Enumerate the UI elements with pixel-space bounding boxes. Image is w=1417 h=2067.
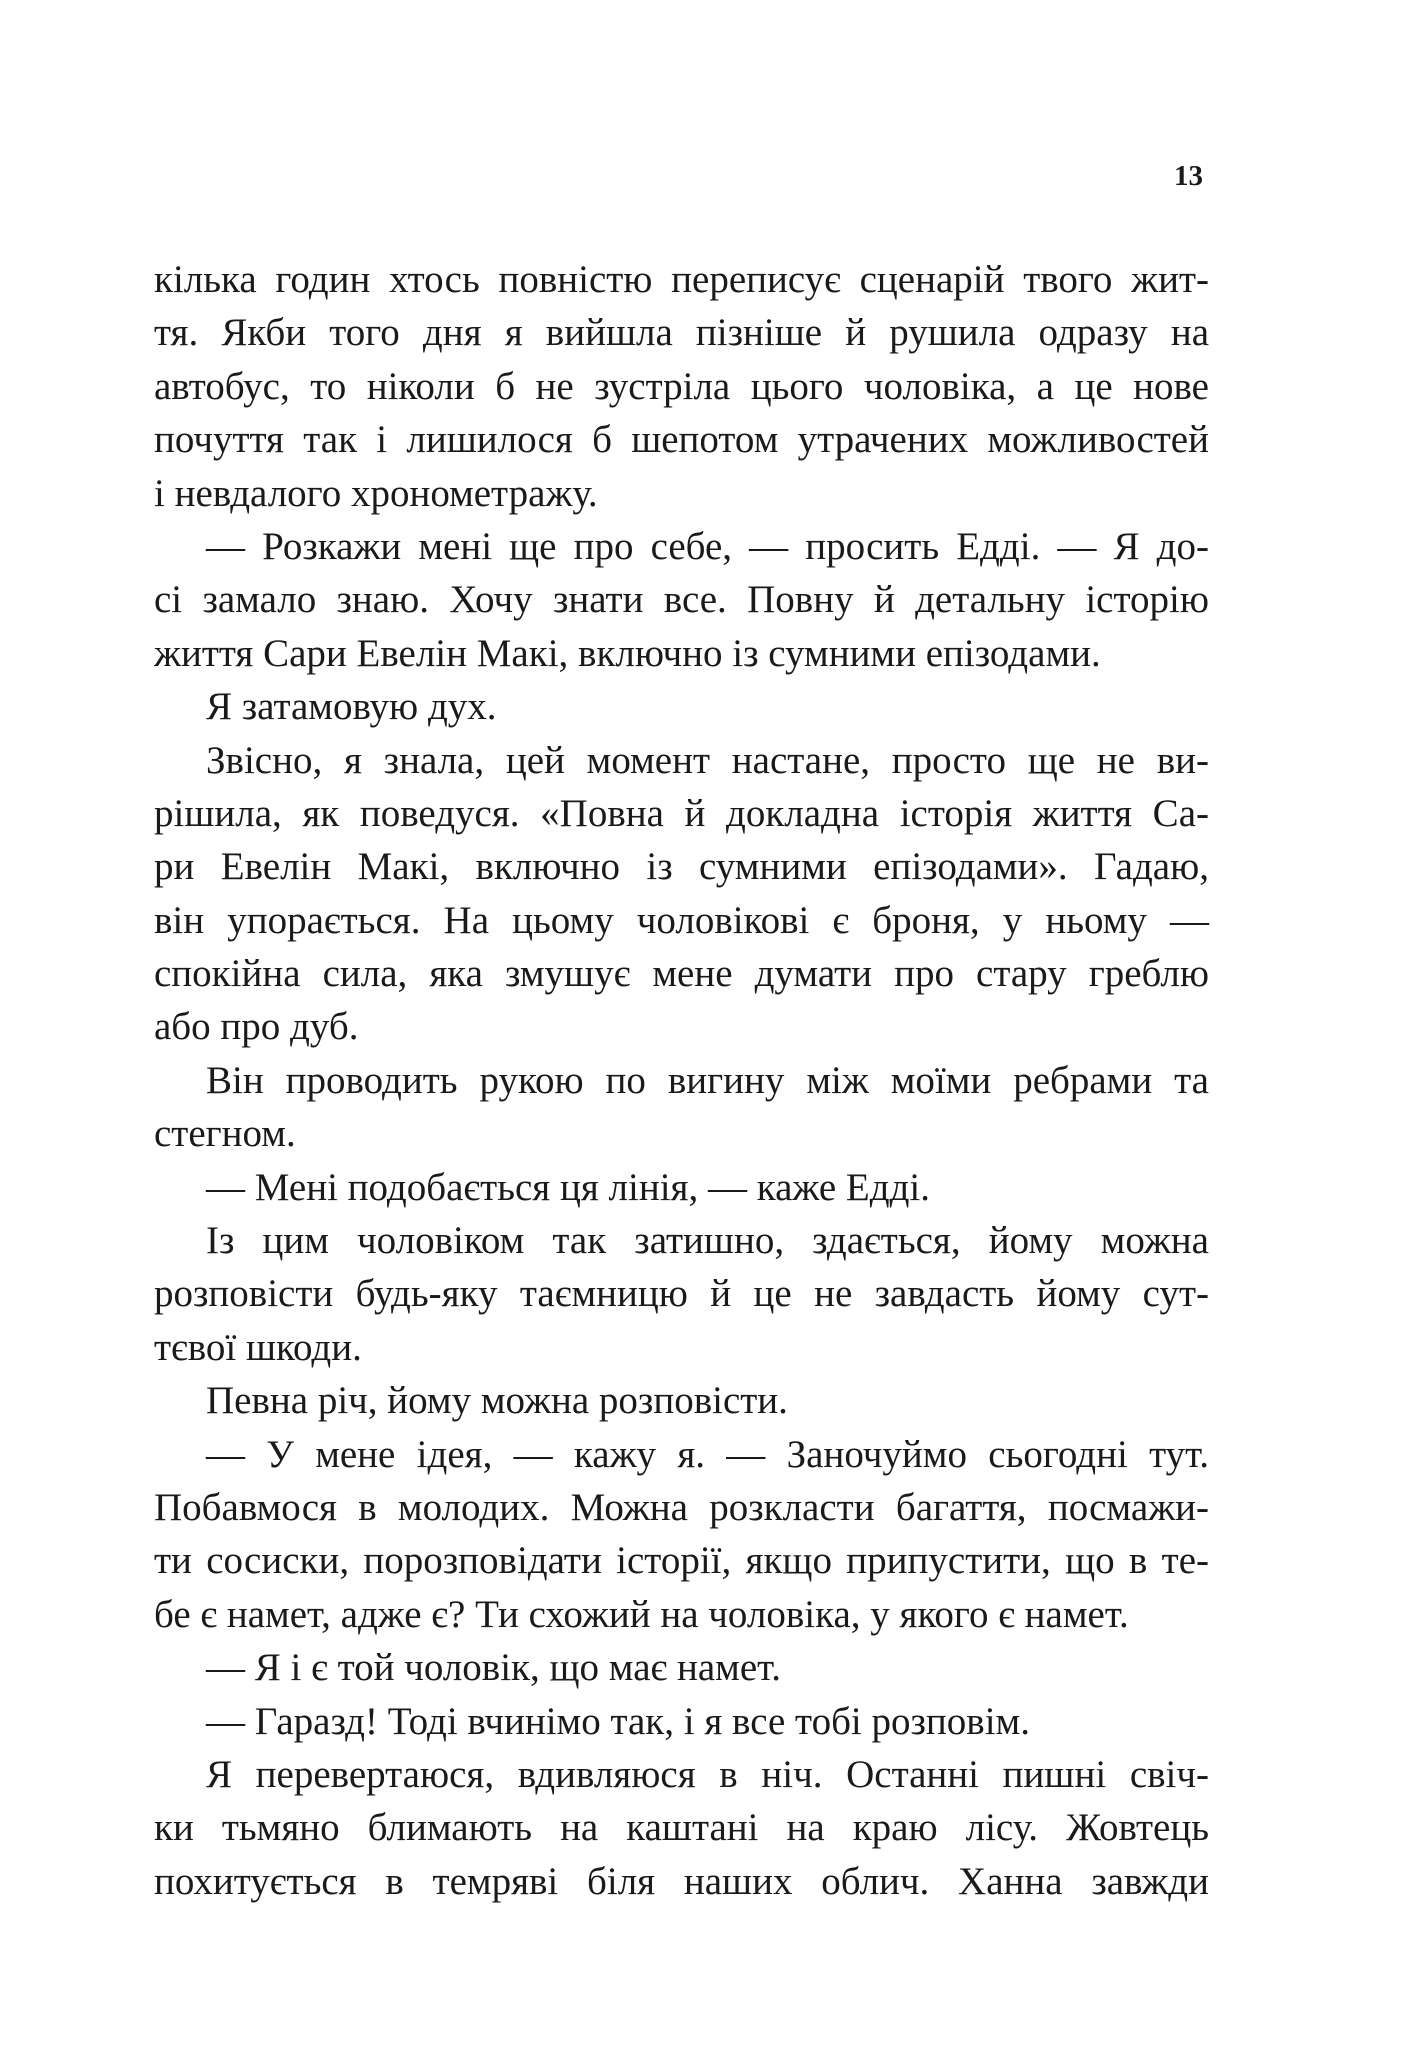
text-line: сі замало знаю. Хочу знати все. Повну й детальну історію <box>154 578 1209 622</box>
text-line: Певна річ, йому можна розповісти. <box>206 1379 788 1423</box>
text-line: і невдалого хронометражу. <box>154 471 598 515</box>
text-line: розповісти будь-яку таємницю й це не завдасть йому сут- <box>154 1272 1209 1316</box>
text-line: ки тьмяно блимають на каштані на краю лісу. Жовтець <box>154 1806 1209 1850</box>
text-line: Звісно, я знала, цей момент настане, просто ще не ви- <box>206 738 1209 782</box>
text-line: — Мені подобається ця лінія, — каже Едді. <box>206 1165 930 1209</box>
text-line: стегном. <box>154 1112 296 1156</box>
text-line: почуття так і лишилося б шепотом утрачених можливостей <box>154 418 1209 462</box>
text-line: Із цим чоловіком так затишно, здається, йому можна <box>206 1219 1209 1263</box>
text-line: ти сосиски, порозповідати історії, якщо припустити, що в те- <box>154 1539 1209 1583</box>
body-text <box>154 253 1209 1908</box>
text-line: — Розкажи мені ще про себе, — просить Едді. — Я до- <box>206 524 1209 568</box>
text-line: — У мене ідея, — кажу я. — Заночуймо сьогодні тут. <box>206 1432 1209 1476</box>
page-number: 13 <box>1174 160 1203 192</box>
text-line: — Гаразд! Тоді вчинімо так, і я все тобі розповім. <box>206 1699 1030 1743</box>
text-line: Він проводить рукою по вигину між моїми ребрами та <box>206 1058 1209 1102</box>
text-line: рішила, як поведуся. «Повна й докладна історія життя Са- <box>154 791 1209 835</box>
text-line: життя Сари Евелін Макі, включно із сумними епізодами. <box>154 631 1101 675</box>
text-line: тєвої шкоди. <box>154 1325 362 1369</box>
text-line: бе є намет, адже є? Ти схожий на чоловіка, у якого є намет. <box>154 1592 1129 1636</box>
text-line: — Я і є той чоловік, що має намет. <box>206 1646 782 1690</box>
text-line: ри Евелін Макі, включно із сумними епізодами». Гадаю, <box>154 845 1209 889</box>
text-line: кілька годин хтось повністю переписує сценарій твого жит- <box>154 258 1209 301</box>
text-line: або про дуб. <box>154 1005 359 1049</box>
text-line: похитується в темряві біля наших облич. Ханна завжди <box>154 1859 1209 1903</box>
text-line: спокійна сила, яка змушує мене думати про стару греблю <box>154 952 1209 996</box>
text-line: він упорається. На цьому чоловікові є броня, у ньому — <box>154 898 1209 942</box>
text-line: Побавмося в молодих. Можна розкласти багаття, посмажи- <box>154 1485 1209 1529</box>
text-line: Я затамовую дух. <box>206 685 497 729</box>
text-line: Я перевертаюся, вдивляюся в ніч. Останні пишні свіч- <box>206 1752 1209 1796</box>
text-line: тя. Якби того дня я вийшла пізніше й рушила одразу на <box>154 311 1209 355</box>
text-line: автобус, то ніколи б не зустріла цього чоловіка, а це нове <box>154 364 1209 408</box>
